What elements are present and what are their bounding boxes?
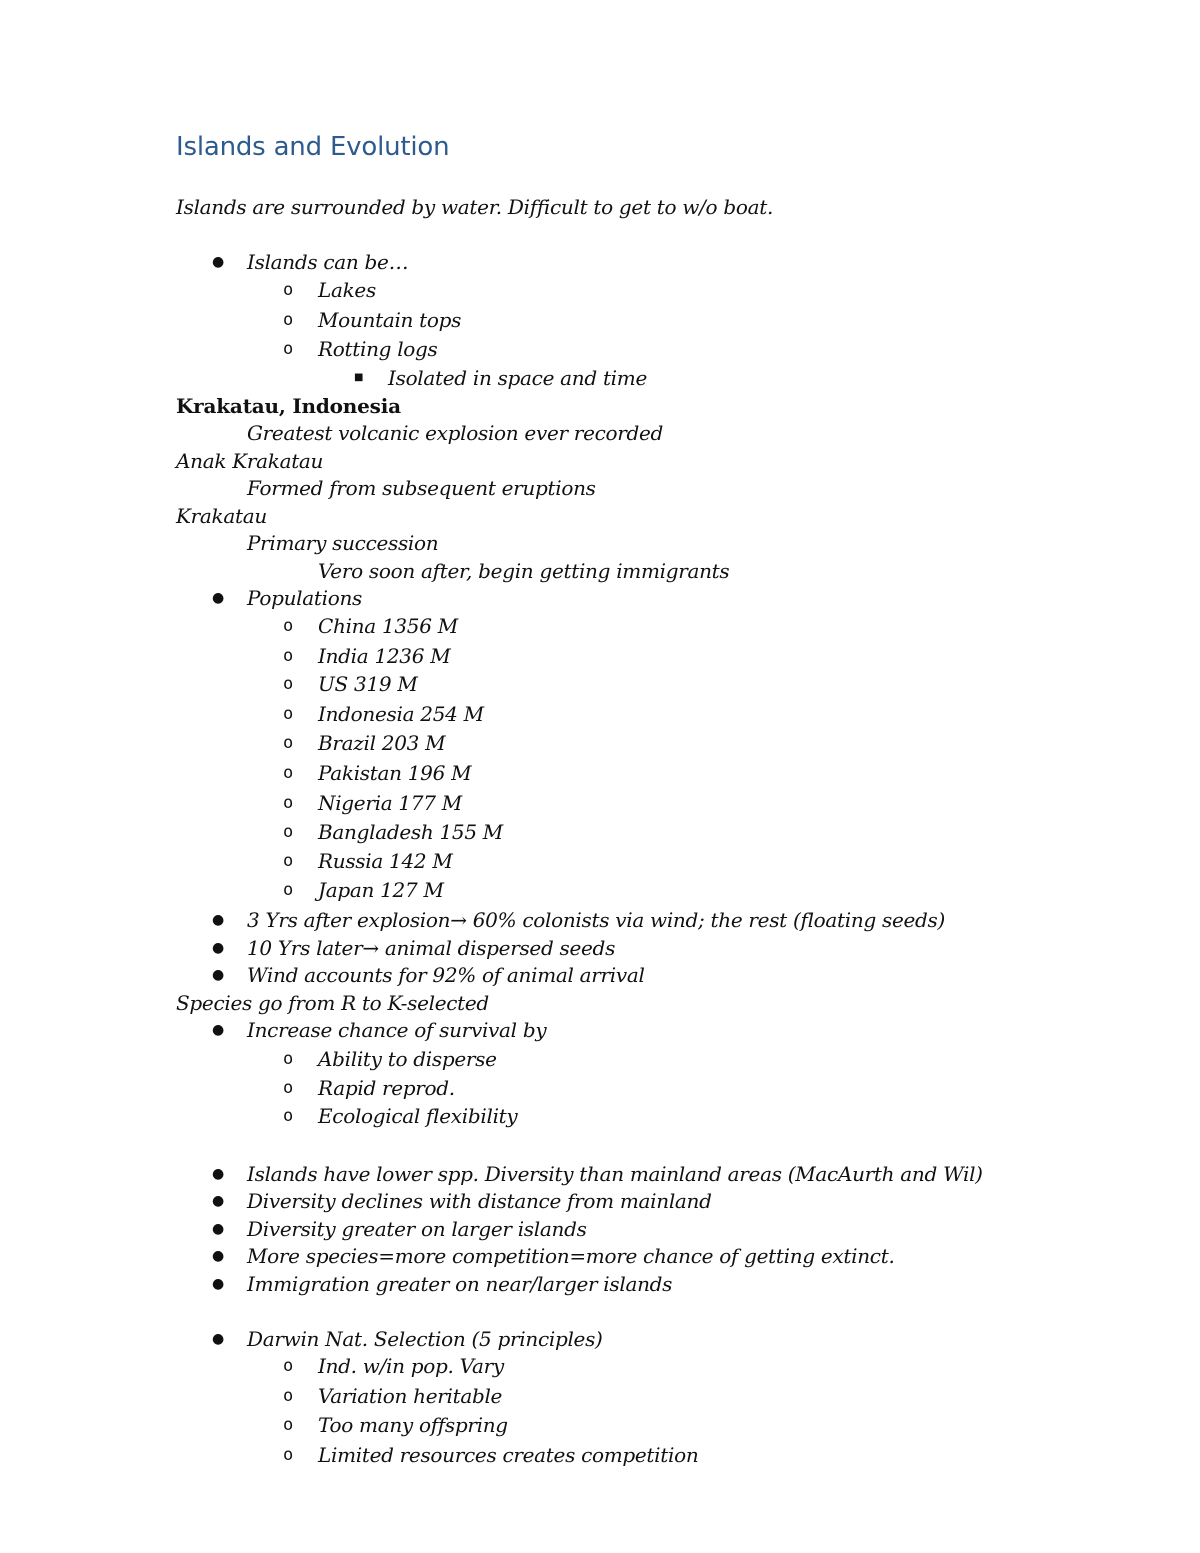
bullet-circle: o <box>283 1445 294 1465</box>
list-item: US 319 M <box>318 672 418 696</box>
list-item: 10 Yrs later→ animal dispersed seeds <box>247 936 616 960</box>
list-item: Pakistan 196 M <box>318 761 472 785</box>
bullet-dot: ● <box>212 940 225 956</box>
bullet-circle: o <box>283 646 294 666</box>
body-text: Greatest volcanic explosion ever recorded <box>247 421 664 445</box>
list-item: More species=more competition=more chance of getting extinct. <box>247 1244 895 1268</box>
bullet-dot: ● <box>212 1193 225 1209</box>
list-item: Diversity greater on larger islands <box>247 1217 587 1241</box>
list-item: India 1236 M <box>318 644 451 668</box>
list-item: Nigeria 177 M <box>318 791 462 815</box>
list-item: Islands can be… <box>247 250 409 274</box>
body-text: Vero soon after, begin getting immigrants <box>318 559 730 583</box>
body-text: Species go from R to K-selected <box>176 991 489 1015</box>
list-item: Wind accounts for 92% of animal arrival <box>247 963 645 987</box>
krakatau-heading: Krakatau, Indonesia <box>176 394 401 418</box>
bullet-dot: ● <box>212 967 225 983</box>
body-text: Formed from subsequent eruptions <box>247 476 596 500</box>
list-item: Too many offspring <box>318 1413 508 1437</box>
list-item: Ability to disperse <box>318 1047 497 1071</box>
list-item: China 1356 M <box>318 614 458 638</box>
bullet-circle: o <box>283 851 294 871</box>
list-item: Limited resources creates competition <box>318 1443 699 1467</box>
bullet-circle: o <box>283 616 294 636</box>
bullet-dot: ● <box>212 254 225 270</box>
bullet-circle: o <box>283 1356 294 1376</box>
bullet-circle: o <box>283 310 294 330</box>
list-item: Isolated in space and time <box>388 366 647 390</box>
bullet-circle: o <box>283 674 294 694</box>
bullet-circle: o <box>283 733 294 753</box>
list-item: Variation heritable <box>318 1384 503 1408</box>
bullet-circle: o <box>283 280 294 300</box>
bullet-circle: o <box>283 1049 294 1069</box>
list-item: Populations <box>247 586 363 610</box>
bullet-circle: o <box>283 1106 294 1126</box>
bullet-circle: o <box>283 704 294 724</box>
bullet-dot: ● <box>212 1221 225 1237</box>
list-item: 3 Yrs after explosion→ 60% colonists via wind; the rest (floating seeds) <box>247 908 946 932</box>
bullet-circle: o <box>283 339 294 359</box>
bullet-dot: ● <box>212 1166 225 1182</box>
bullet-circle: o <box>283 763 294 783</box>
bullet-dot: ● <box>212 1331 225 1347</box>
list-item: Russia 142 M <box>318 849 453 873</box>
bullet-dot: ● <box>212 912 225 928</box>
list-item: Islands have lower spp. Diversity than mainland areas (MacAurth and Wil) <box>247 1162 983 1186</box>
list-item: Japan 127 M <box>318 878 444 902</box>
list-item: Bangladesh 155 M <box>318 820 503 844</box>
list-item: Indonesia 254 M <box>318 702 484 726</box>
list-item: Brazil 203 M <box>318 731 446 755</box>
bullet-dot: ● <box>212 1248 225 1264</box>
bullet-circle: o <box>283 822 294 842</box>
bullet-circle: o <box>283 1386 294 1406</box>
list-item: Mountain tops <box>318 308 462 332</box>
body-text: Krakatau <box>176 504 267 528</box>
body-text: Anak Krakatau <box>176 449 324 473</box>
list-item: Rotting logs <box>318 337 438 361</box>
bullet-dot: ● <box>212 1276 225 1292</box>
list-item: Immigration greater on near/larger islands <box>247 1272 673 1296</box>
list-item: Ecological flexibility <box>318 1104 518 1128</box>
bullet-circle: o <box>283 880 294 900</box>
bullet-dot: ● <box>212 1022 225 1038</box>
bullet-square: ■ <box>354 372 364 383</box>
body-text: Primary succession <box>247 531 439 555</box>
list-item: Rapid reprod. <box>318 1076 455 1100</box>
list-item: Increase chance of survival by <box>247 1018 547 1042</box>
document-title: Islands and Evolution <box>176 132 450 162</box>
bullet-circle: o <box>283 1415 294 1435</box>
bullet-dot: ● <box>212 590 225 606</box>
bullet-circle: o <box>283 793 294 813</box>
list-item: Lakes <box>318 278 376 302</box>
bullet-circle: o <box>283 1078 294 1098</box>
list-item: Darwin Nat. Selection (5 principles) <box>247 1327 603 1351</box>
list-item: Ind. w/in pop. Vary <box>318 1354 504 1378</box>
list-item: Diversity declines with distance from mainland <box>247 1189 712 1213</box>
intro-text: Islands are surrounded by water. Difficult to get to w/o boat. <box>176 195 774 219</box>
